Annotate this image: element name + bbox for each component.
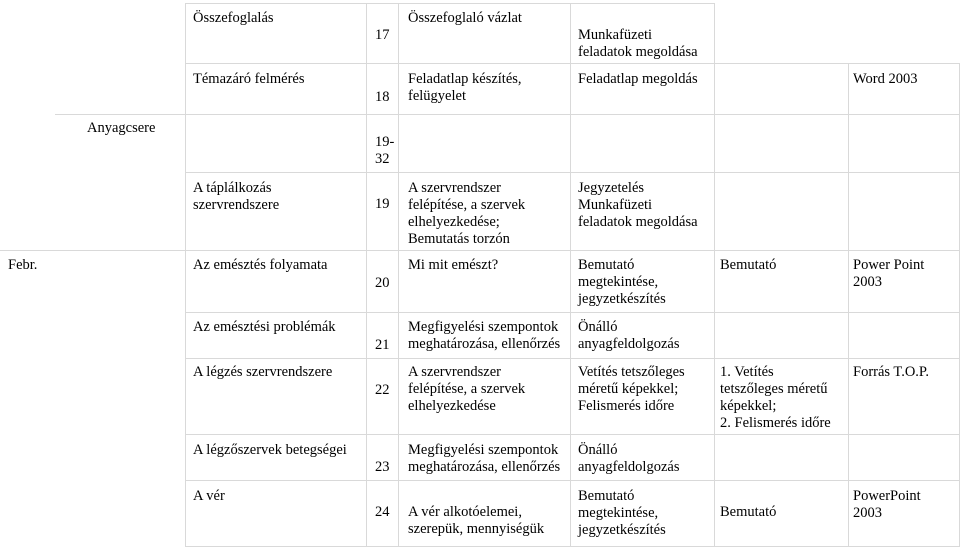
method-cell: Önálló anyagfeldolgozás bbox=[578, 442, 680, 475]
method-cell: Vetítés tetszőleges méretű képekkel; Felismerés időre bbox=[578, 364, 685, 414]
row-divider bbox=[185, 358, 960, 359]
method-cell: Feladatlap megoldás bbox=[578, 71, 698, 87]
topic-cell: A táplálkozás szervrendszere bbox=[193, 180, 280, 213]
hour-cell: 24 bbox=[375, 504, 390, 520]
notes-cell: Power Point 2003 bbox=[853, 257, 925, 290]
method-cell: Bemutató megtekintése, jegyzetkészítés bbox=[578, 488, 666, 538]
row-divider bbox=[185, 434, 960, 435]
hour-cell: 22 bbox=[375, 382, 390, 398]
column-divider bbox=[366, 3, 367, 547]
notes-cell: PowerPoint 2003 bbox=[853, 488, 921, 521]
hour-cell: 17 bbox=[375, 27, 390, 43]
topic-cell: Összefoglalás bbox=[193, 10, 274, 26]
tools-cell: Bemutató bbox=[720, 257, 777, 273]
hour-cell: 20 bbox=[375, 275, 390, 291]
row-divider bbox=[185, 480, 960, 481]
topic-cell: A légzés szervrendszere bbox=[193, 364, 333, 380]
method-cell: Jegyzetelés Munkafüzeti feladatok megoldása bbox=[578, 180, 698, 230]
column-divider bbox=[848, 63, 849, 547]
row-divider bbox=[185, 63, 960, 64]
activity-cell: A szervrendszer felépítése, a szervek elhelyezkedése bbox=[408, 364, 526, 414]
column-divider bbox=[185, 3, 186, 547]
activity-cell: A szervrendszer felépítése, a szervek elhelyezkedése; Bemutatás torzón bbox=[408, 180, 526, 247]
activity-cell: Mi mit emészt? bbox=[408, 257, 499, 273]
topic-cell: A vér bbox=[193, 488, 225, 504]
notes-cell: Forrás T.O.P. bbox=[853, 364, 929, 380]
activity-cell: Megfigyelési szempontok meghatározása, ellenőrzés bbox=[408, 442, 561, 475]
hour-cell: 18 bbox=[375, 89, 390, 105]
row-divider bbox=[0, 250, 960, 251]
method-cell: Önálló anyagfeldolgozás bbox=[578, 319, 680, 352]
activity-cell: Megfigyelési szempontok meghatározása, ellenőrzés bbox=[408, 319, 561, 352]
topic-cell: Az emésztés folyamata bbox=[193, 257, 328, 273]
topic-cell: A légzőszervek betegségei bbox=[193, 442, 347, 458]
hour-cell: 21 bbox=[375, 337, 390, 353]
row-divider bbox=[55, 114, 960, 115]
method-cell: Munkafüzeti feladatok megoldása bbox=[578, 27, 698, 60]
tools-cell: Bemutató bbox=[720, 504, 777, 520]
row-divider bbox=[185, 3, 715, 4]
method-cell: Bemutató megtekintése, jegyzetkészítés bbox=[578, 257, 666, 307]
notes-cell: Word 2003 bbox=[853, 71, 918, 87]
month-cell: Febr. bbox=[8, 257, 38, 273]
column-divider bbox=[398, 3, 399, 547]
hour-cell: 23 bbox=[375, 459, 390, 475]
topic-cell: Témazáró felmérés bbox=[193, 71, 305, 87]
row-divider bbox=[185, 312, 960, 313]
hour-cell: 19 bbox=[375, 196, 390, 212]
tools-cell: 1. Vetítés tetszőleges méretű képekkel; 2. Felismerés időre bbox=[720, 364, 831, 431]
activity-cell: A vér alkotóelemei, szerepük, mennyiségük bbox=[408, 504, 545, 537]
column-divider bbox=[570, 3, 571, 547]
activity-cell: Összefoglaló vázlat bbox=[408, 10, 522, 26]
activity-cell: Feladatlap készítés, felügyelet bbox=[408, 71, 522, 104]
section-title: Anyagcsere bbox=[87, 120, 156, 136]
topic-cell: Az emésztési problémák bbox=[193, 319, 336, 335]
hour-cell: 19- 32 bbox=[375, 134, 395, 167]
column-divider bbox=[714, 3, 715, 547]
row-divider bbox=[185, 172, 960, 173]
